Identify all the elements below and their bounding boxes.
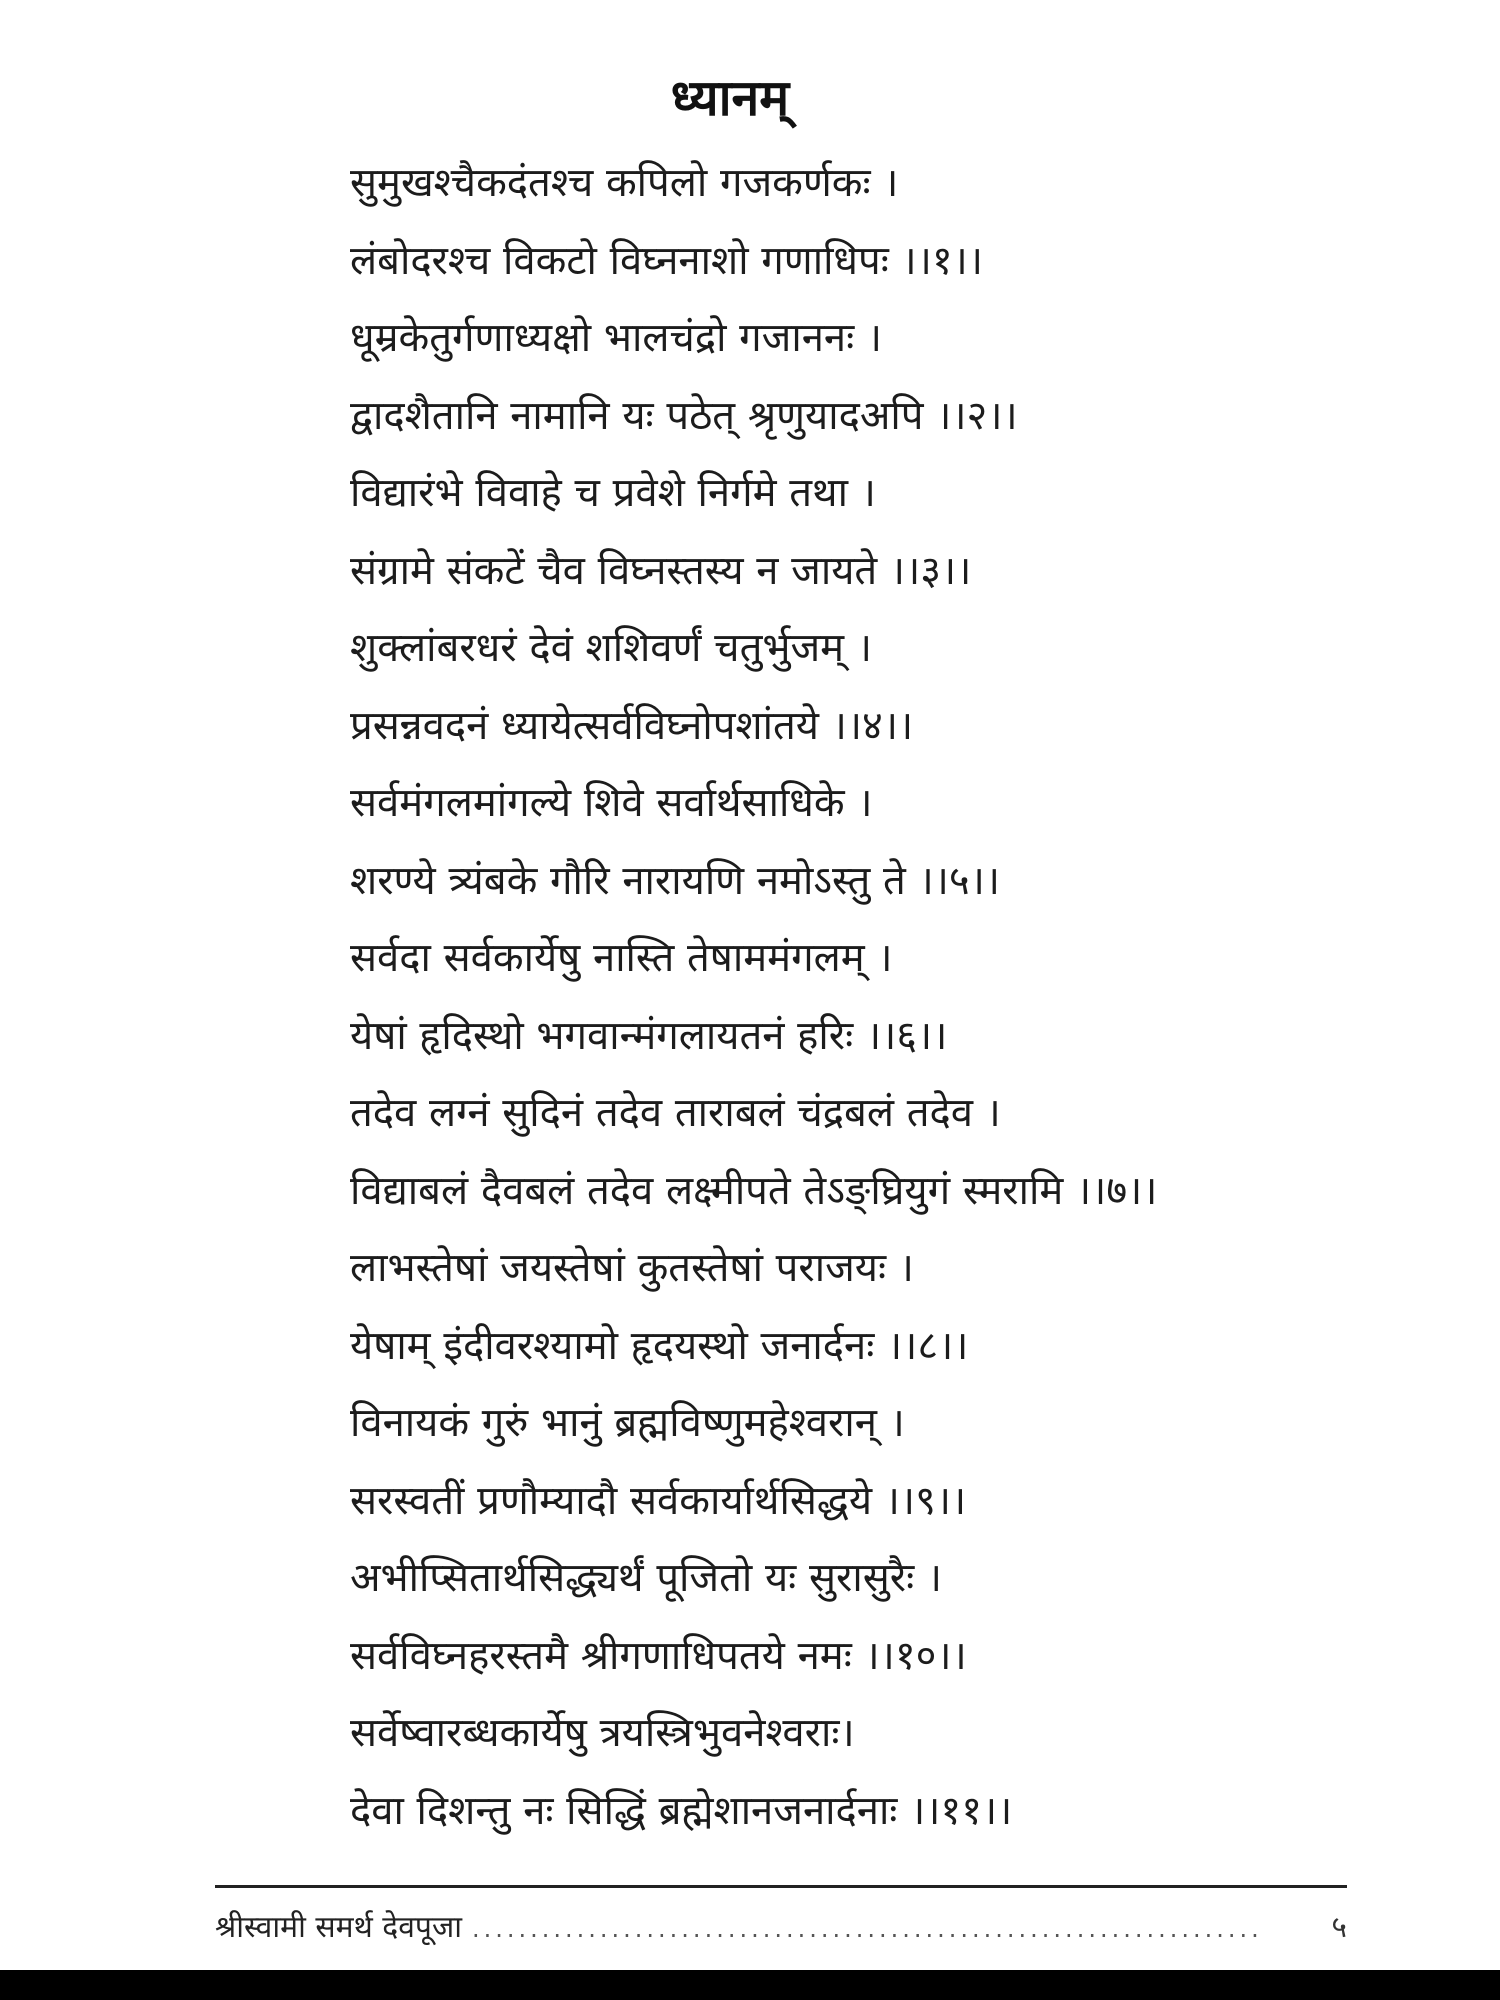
verse-list: [350, 145, 1350, 1850]
verse-line: येषां हृदिस्थो भगवान्मंगलायतनं हरिः ।।६।।: [350, 1012, 948, 1059]
verse-line: सर्वविघ्नहरस्तमै श्रीगणाधिपतये नमः ।।१०।।: [350, 1632, 967, 1679]
verse-line: अभीप्सितार्थसिद्ध्यर्थं पूजितो यः सुरासुरैः ।: [350, 1555, 943, 1601]
verse-line: प्रसन्नवदनं ध्यायेत्सर्वविघ्नोपशांतये ।।४।।: [350, 702, 914, 749]
verse-line: सर्वमंगलमांगल्ये शिवे सर्वार्थसाधिके ।: [350, 780, 873, 826]
verse-line: संग्रामे संकटें चैव विघ्नस्तस्य न जायते ।।३।।: [350, 547, 972, 594]
footer-leader-dots: ....................................................................: [471, 1915, 1263, 1943]
verse-line: धूम्रकेतुर्गणाध्यक्षो भालचंद्रो गजाननः ।: [350, 315, 883, 361]
verse-line: देवा दिशन्तु नः सिद्धिं ब्रह्मेशानजनार्दनाः ।।११।।: [350, 1787, 1013, 1834]
scan-bottom-border: [0, 1970, 1500, 2000]
page-number: ५: [1331, 1910, 1347, 1945]
footer-divider: [215, 1885, 1347, 1888]
verse-line: शरण्ये त्र्यंबके गौरि नारायणि नमोऽस्तु ते ।।५।।: [350, 857, 1001, 904]
verse-line: तदेव लग्नं सुदिनं तदेव ताराबलं चंद्रबलं तदेव ।: [350, 1090, 1001, 1136]
verse-line: विनायकं गुरुं भानुं ब्रह्मविष्णुमहेश्वरान् ।: [350, 1400, 905, 1446]
page-footer: [215, 1905, 1347, 1955]
verse-line: सर्वेष्वारब्धकार्येषु त्रयस्त्रिभुवनेश्वराः।: [350, 1710, 855, 1756]
verse-line: शुक्लांबरधरं देवं शशिवर्णं चतुर्भुजम् ।: [350, 625, 872, 671]
verse-line: लाभस्तेषां जयस्तेषां कुतस्तेषां पराजयः ।: [350, 1245, 914, 1291]
verse-line: येषाम् इंदीवरश्यामो हृदयस्थो जनार्दनः ।।८।।: [350, 1322, 969, 1369]
verse-line: विद्याबलं दैवबलं तदेव लक्ष्मीपते तेऽङ्घ्रियुगं स्मरामि ।।७।।: [350, 1167, 1158, 1214]
verse-line: सर्वदा सर्वकार्येषु नास्ति तेषाममंगलम् ।: [350, 935, 893, 981]
page-title: ध्यानम्: [670, 69, 790, 127]
verse-line: सरस्वतीं प्रणौम्यादौ सर्वकार्यार्थसिद्धये ।।९।।: [350, 1477, 967, 1524]
verse-line: विद्यारंभे विवाहे च प्रवेशे निर्गमे तथा ।: [350, 470, 876, 516]
verse-line: सुमुखश्चैकदंतश्च कपिलो गजकर्णकः ।: [350, 160, 899, 206]
verse-line: लंबोदरश्च विकटो विघ्ननाशो गणाधिपः ।।१।।: [350, 237, 983, 284]
verse-line: द्वादशैतानि नामानि यः पठेत् श्रृणुयादअपि ।।२।।: [350, 392, 1018, 439]
footer-title: श्रीस्वामी समर्थ देवपूजा: [215, 1910, 462, 1945]
